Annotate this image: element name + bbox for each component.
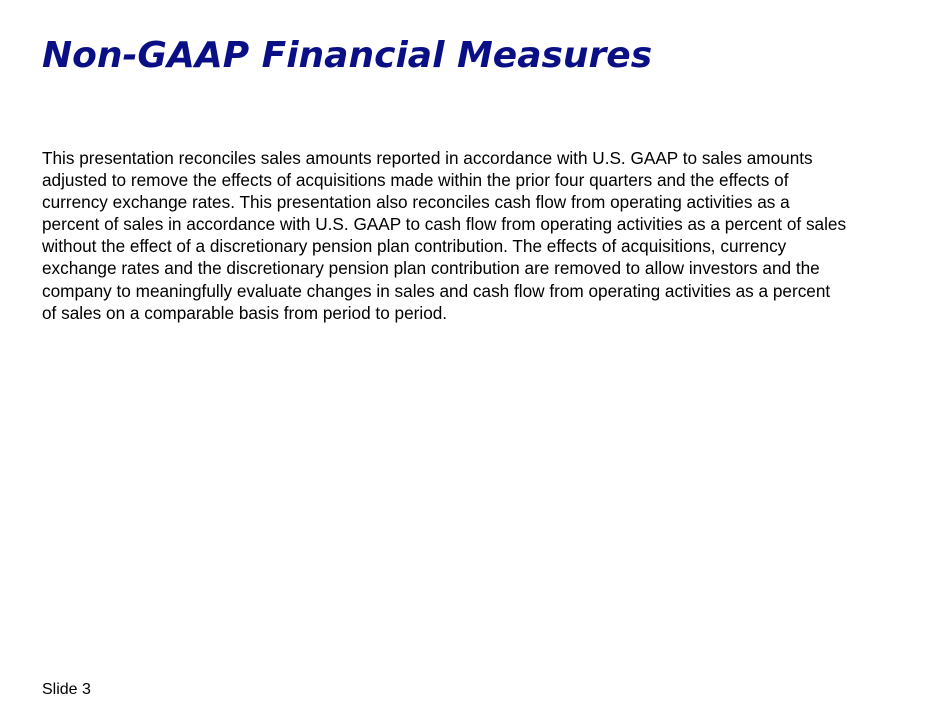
- slide-body-text: This presentation reconciles sales amounts reported in accordance with U.S. GAAP to sales amounts adjusted to remove the effects of acquisitions made within the prior four quarters and the effects of currency exchange rates. This presentation also reconciles cash flow from operating activities as a percent of sales in accordance with U.S. GAAP to cash flow from operating activities as a percent of sales without the effect of a discretionary pension plan contribution. The effects of acquisitions, currency exchange rates and the discretionary pension plan contribution are removed to allow investors and the company to meaningfully evaluate changes in sales and cash flow from operating activities as a percent of sales on a comparable basis from period to period.: [42, 148, 847, 323]
- slide-number: Slide 3: [42, 681, 91, 698]
- slide-title: Non-GAAP Financial Measures: [42, 35, 653, 76]
